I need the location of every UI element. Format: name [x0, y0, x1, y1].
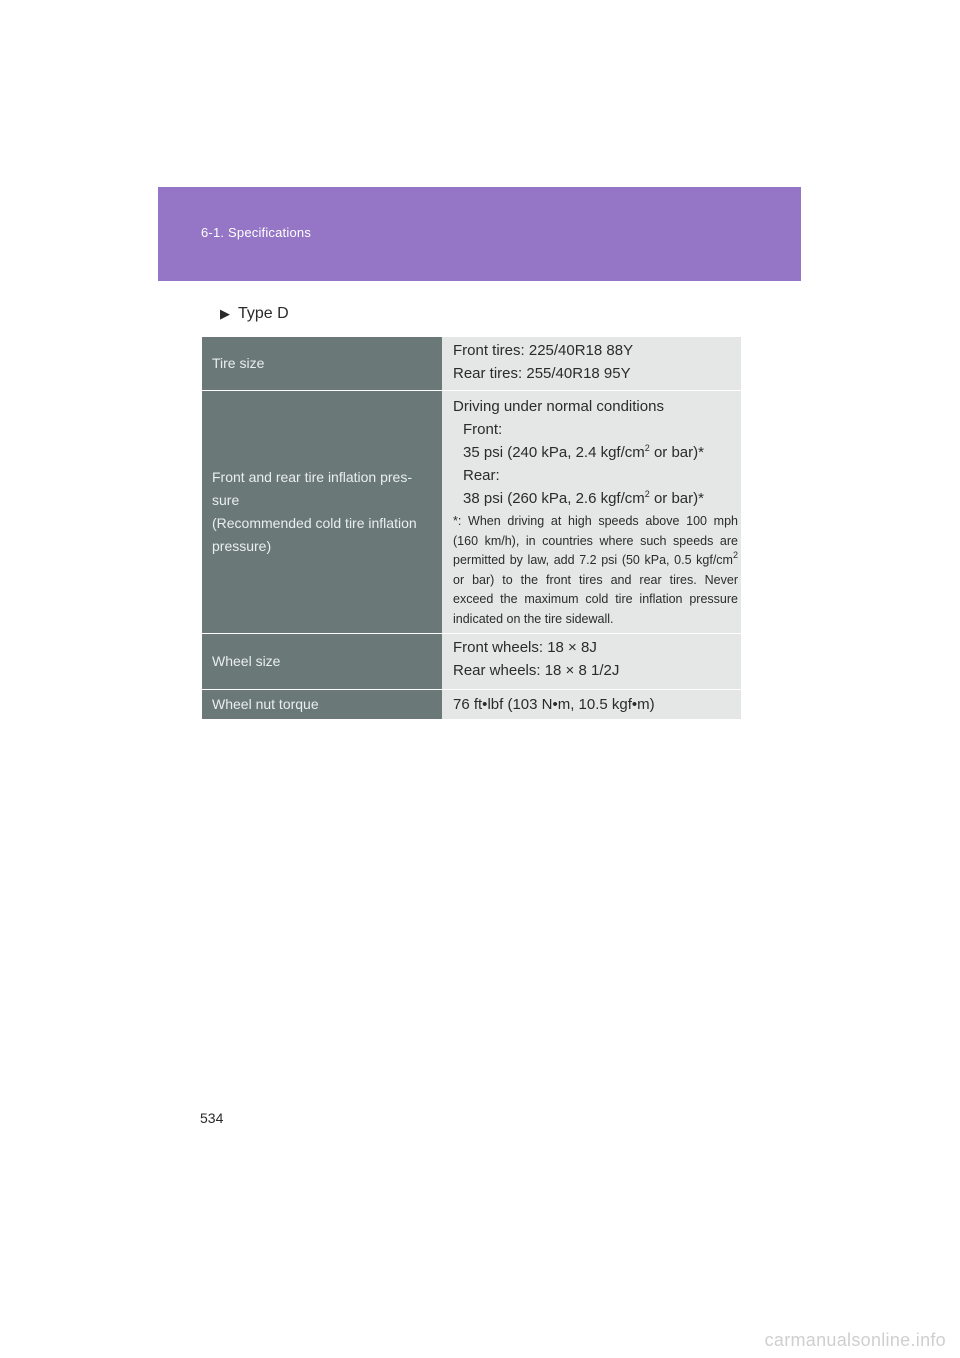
inflation-label-line: Front and rear tire inflation pres- — [212, 469, 412, 485]
front-wheel-size: Front wheels: 18 × 8J — [453, 639, 597, 656]
table-row-wheel-nut — [202, 690, 741, 720]
type-heading — [220, 305, 289, 323]
wheel-size-label: Wheel size — [202, 634, 442, 690]
section-header-band — [158, 187, 801, 281]
tire-size-value — [442, 337, 741, 391]
rear-wheel-size: Rear wheels: 18 × 8 1/2J — [453, 662, 620, 679]
tire-spec-table — [202, 337, 741, 720]
type-heading-text: Type D — [238, 305, 289, 322]
inflation-label — [202, 391, 442, 634]
rear-pressure-label: Rear: — [463, 467, 500, 484]
front-pressure-value: 35 psi (240 kPa, 2.4 kgf/$cm^2$ or bar)* — [463, 443, 704, 461]
wheel-nut-label: Wheel nut torque — [202, 690, 442, 720]
rear-tire-size: Rear tires: 255/40R18 95Y — [453, 365, 631, 382]
inflation-value — [442, 391, 741, 634]
inflation-label-line: pressure) — [212, 538, 272, 554]
wheel-size-value — [442, 634, 741, 690]
section-title: 6-1. Specifications — [201, 225, 312, 240]
triangle-bullet-icon: ▶ — [220, 306, 230, 321]
inflation-footnote: *: When driving at high speeds above 100 mph (160 km/h), in countries where such speeds are permitted by law, add 7.2 psi (50 kPa, 0.5 kgf/$cm^2$ or bar) to the front tires and rear tires. Never exceed the maximum cold tire inflation pressure indicated on the tire sidewall. — [453, 514, 738, 626]
rear-pressure-value: 38 psi (260 kPa, 2.6 kgf/$cm^2$ or bar)* — [463, 489, 704, 507]
front-tire-size: Front tires: 225/40R18 88Y — [453, 342, 634, 359]
page-number: 534 — [200, 1110, 224, 1126]
inflation-label-line: sure — [212, 492, 240, 508]
table-row-wheel-size — [202, 634, 741, 690]
inflation-label-line: (Recommended cold tire inflation — [212, 515, 417, 531]
table-row-tire-size — [202, 337, 741, 391]
tire-size-label: Tire size — [202, 337, 442, 391]
wheel-nut-value: 76 ft•lbf (103 N•m, 10.5 kgf•m) — [442, 690, 741, 720]
front-pressure-label: Front: — [463, 421, 503, 438]
inflation-condition: Driving under normal conditions — [453, 398, 664, 415]
table-row-inflation — [202, 391, 741, 634]
watermark: carmanualsonline.info — [764, 1330, 946, 1350]
